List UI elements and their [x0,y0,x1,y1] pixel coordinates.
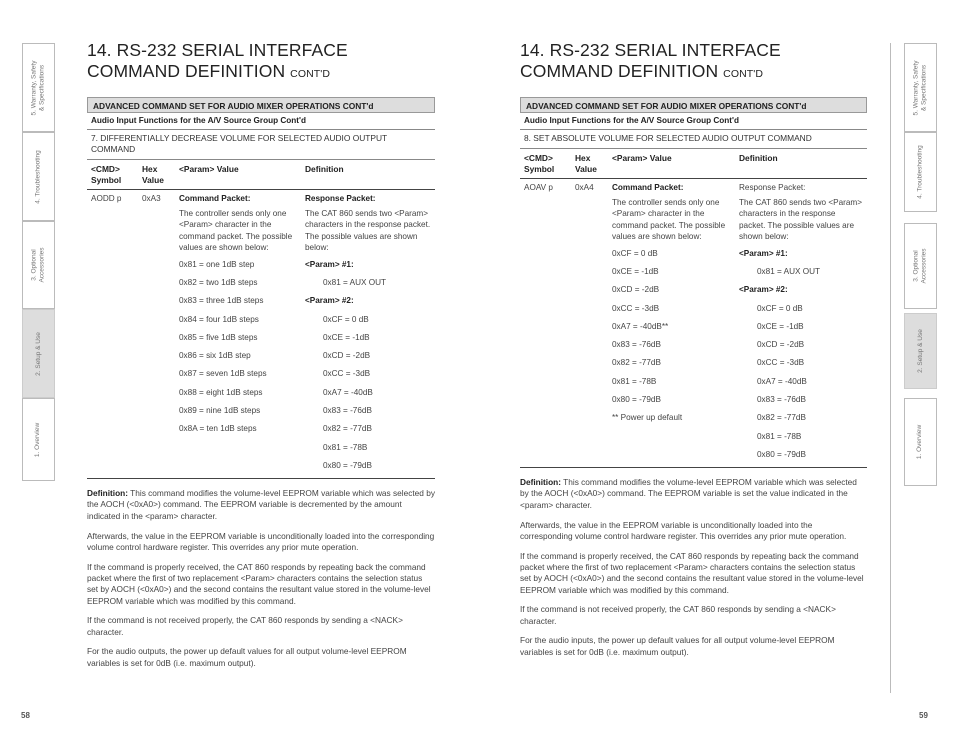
list-item: 0x80 = -79dB [612,395,661,404]
list-item: 0x84 = four 1dB steps [179,314,259,324]
page-title: 14. RS-232 SERIAL INTERFACE COMMAND DEFINITION CONT'D [520,40,781,81]
list-item: 0xCF = 0 dB [612,248,658,258]
list-item: 0x81 = -78B [323,442,368,452]
group-title: Audio Input Functions for the A/V Source Group Cont'd [87,113,435,130]
list-item: 0x8A = ten 1dB steps [179,424,257,434]
list-item: 0x87 = seven 1dB steps [179,369,267,379]
hex-value: 0xA4 [575,183,594,192]
table-body: AOAV p 0xA4 Command Packet: The controller sends only one <Param> character in the command packet. The possible values are shown below: 0xCF = 0 dB 0xCE = -1dB 0xCD = -2dB 0xCC = -3dB 0xA7 = -40dB** 0x83 = -76dB 0x82 = -77dB 0x81 = -78B 0x80 = -79dB ** Power up default Response Packet: The CAT 860 sends two <Param> characters in the response packet. The possible values are shown below: <Param> #1: 0x81 = AUX OUT <Param> #2: 0xCF = 0 dB 0xCE = -1dB 0xCD = -2dB 0xCC = -3dB 0xA7 = -40dB 0x83 = -76dB 0x82 = -77dB 0x81 = -78B 0x80 = -79dB [520,179,867,468]
definition-text: Definition: This command modifies the volume-level EEPROM variable which was selected by the AOCH (<0xA0>) command. The EEPROM variable is decremented by the amount indicated in the <param> character. Afterwards, the value in the EEPROM variable is unconditionally loaded into the corresponding volume control hardware register. This overrides any prior mute operation. If the command is properly received, the CAT 860 responds by repeating back the command packet where the first of two replacement <Param> characters contains the selection status set by AOCH (<0xA0>) and the second contains the resultant value stored in the volume-level EEPROM variable which was modified by this command. If the command is not received properly, the CAT 860 responds by sending a <NACK> character. For the audio outputs, the power up default values for all output volume-level EEPROM variables is set for 0dB (i.e. maximum output). [87,488,435,668]
list-item: 0xA7 = -40dB** [612,321,669,331]
list-item: 0xCD = -2dB [323,351,371,361]
list-item: 0x80 = -79dB [757,449,806,459]
list-item: 0x85 = five 1dB steps [179,332,258,342]
list-item: 0xCF = 0 dB [757,303,803,313]
list-item: 0xA7 = -40dB [757,376,807,386]
section-bar: ADVANCED COMMAND SET FOR AUDIO MIXER OPERATIONS CONT'd [87,97,435,113]
divider [890,43,891,693]
tab-setup-use[interactable]: 2. Setup & Use [22,309,55,398]
list-item: 0x83 = three 1dB steps [179,296,264,306]
list-item: 0x81 = -78B [757,431,802,441]
tab-overview[interactable]: 1. Overview [904,398,937,486]
hex-value: 0xA3 [142,194,161,203]
tab-warranty[interactable]: 5. Warranty, Safety & Specifications [22,43,55,132]
tab-troubleshooting[interactable]: 4. Troubleshooting [22,132,55,221]
list-item: 0x88 = eight 1dB steps [179,387,263,397]
list-item: 0xCC = -3dB [612,303,660,313]
cmd-symbol: AOAV p [524,183,553,192]
definition-text: Definition: This command modifies the volume-level EEPROM variable which was selected by the AOCH (<0xA0>) command. The EEPROM variable is set the value indicated in the <param> character. Afterwards, the value in the EEPROM variable is unconditionally loaded into the corresponding volume control hardware register. This overrides any prior mute operation. If the command is properly received, the CAT 860 responds by repeating back the command packet where the first of two replacement <Param> characters contains the selection status set by AOCH (<0xA0>) and the second contains the resultant value stored in the volume-level EEPROM variable which was modified by this command. If the command is not received properly, the CAT 860 responds by sending a <NACK> character. For the audio inputs, the power up default values for all output volume-level EEPROM variables is set for 0dB (i.e. maximum output). [520,477,864,657]
tab-overview[interactable]: 1. Overview [22,398,55,481]
right-page [477,0,954,738]
right-content [520,40,867,667]
list-item: 0x82 = -77dB [757,413,806,423]
list-item: 0x81 = -78B [612,376,657,386]
list-item: 0xCE = -1dB [323,332,370,342]
left-content [87,40,435,678]
list-item: 0xA7 = -40dB [323,387,373,397]
list-item: 0x81 = AUX OUT [323,277,387,287]
table-body: AODD p 0xA3 Command Packet: The controller sends only one <Param> character in the command packet. The possible values are shown below: 0x81 = one 1dB step 0x82 = two 1dB steps 0x83 = three 1dB steps 0x84 = four 1dB steps 0x85 = five 1dB steps 0x86 = six 1dB step 0x87 = seven 1dB steps 0x88 = eight 1dB steps 0x89 = nine 1dB steps 0x8A = ten 1dB steps Response Packet: The CAT 860 sends two <Param> characters in the response packet. The possible values are shown below: <Param> #1: 0x81 = AUX OUT <Param> #2: 0xCF = 0 dB 0xCE = -1dB 0xCD = -2dB 0xCC = -3dB 0xA7 = -40dB 0x83 = -76dB 0x82 = -77dB 0x81 = -78B 0x80 = -79dB [87,190,435,479]
list-item: 0x83 = -76dB [757,395,806,404]
list-item: 0x80 = -79dB [323,460,372,470]
list-item: 0x81 = one 1dB step [179,259,255,269]
tab-optional-accessories[interactable]: 3. Optional Accessories [904,223,937,309]
command-title: 8. SET ABSOLUTE VOLUME FOR SELECTED AUDIO OUTPUT COMMAND [520,130,867,149]
list-item: 0xCC = -3dB [757,358,805,368]
page-title: 14. RS-232 SERIAL INTERFACE COMMAND DEFINITION CONT'D [87,40,348,81]
list-item: 0x82 = two 1dB steps [179,277,258,287]
list-item: 0xCF = 0 dB [323,314,369,324]
tab-warranty[interactable]: 5. Warranty, Safety & Specifications [904,43,937,132]
tab-setup-use[interactable]: 2. Setup & Use [904,313,937,389]
list-item: 0xCE = -1dB [612,266,659,276]
list-item: 0x86 = six 1dB step [179,351,251,361]
command-title: 7. DIFFERENTIALLY DECREASE VOLUME FOR SELECTED AUDIO OUTPUT COMMAND [87,130,435,160]
list-item: ** Power up default [612,413,683,423]
list-item: 0x82 = -77dB [612,358,661,368]
table-header: <CMD> Symbol Hex Value <Param> Value Definition [87,160,435,190]
list-item: 0x81 = AUX OUT [757,266,821,276]
list-item: 0xCD = -2dB [757,340,805,350]
tab-optional-accessories[interactable]: 3. Optional Accessories [22,221,55,309]
cmd-symbol: AODD p [91,194,122,203]
group-title: Audio Input Functions for the A/V Source Group Cont'd [520,113,867,130]
section-bar: ADVANCED COMMAND SET FOR AUDIO MIXER OPERATIONS CONT'd [520,97,867,113]
tab-troubleshooting[interactable]: 4. Troubleshooting [904,132,937,212]
list-item: 0x83 = -76dB [323,406,372,415]
list-item: 0x83 = -76dB [612,340,661,350]
list-item: 0xCC = -3dB [323,369,371,379]
list-item: 0x89 = nine 1dB steps [179,406,261,415]
page-number: 58 [21,711,30,720]
page-number: 59 [919,711,928,720]
list-item: 0xCD = -2dB [612,285,660,295]
list-item: 0xCE = -1dB [757,321,804,331]
list-item: 0x82 = -77dB [323,424,372,434]
table-header: <CMD> Symbol Hex Value <Param> Value Definition [520,149,867,179]
